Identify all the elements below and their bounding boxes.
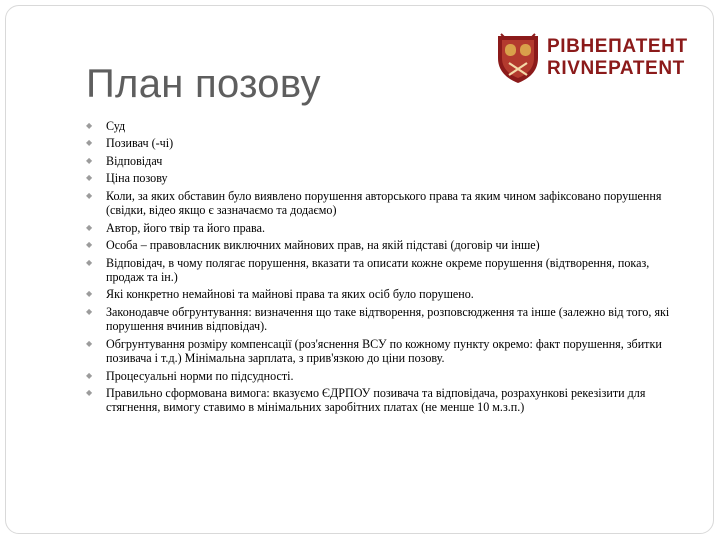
list-item	[86, 386, 686, 415]
diamond-bullet-icon: ◆	[86, 155, 93, 165]
diamond-bullet-icon: ◆	[86, 338, 93, 348]
diamond-bullet-icon: ◆	[86, 306, 93, 316]
list-item	[86, 171, 686, 185]
list-item	[86, 221, 686, 235]
list-item	[86, 189, 686, 218]
list-item-text: Особа – правовласник виключних майнових прав, на якій підставі (договір чи інше)	[106, 238, 540, 253]
diamond-bullet-icon: ◆	[86, 138, 93, 148]
diamond-bullet-icon: ◆	[86, 257, 93, 267]
list-item	[86, 287, 686, 301]
list-item-text: Відповідач, в чому полягає порушення, вказати та описати кожне окреме порушення (відтворення, показ, продаж та ін.)	[106, 255, 650, 284]
list-item	[86, 154, 686, 168]
diamond-bullet-icon: ◆	[86, 370, 93, 380]
list-item-text: Відповідач	[106, 153, 163, 168]
list-item-text: Коли, за яких обставин було виявлено порушення авторського права та яким чином зафіксовано порушення (свідки, відео якщо є зазначаємо та додаємо)	[106, 188, 662, 218]
list-item	[86, 369, 686, 383]
list-item-text: Позивач (-чі)	[106, 136, 174, 151]
diamond-bullet-icon: ◆	[86, 388, 93, 397]
slide	[5, 5, 714, 534]
list-item-text: Законодавче обгрунтування: визначення що таке відтворення, розповсюдження та інше (залежно від того, які порушення вчинив відповідач).	[106, 304, 670, 334]
list-item-text: Автор, його твір та його права.	[106, 220, 265, 235]
list-item-text: Ціна позову	[106, 171, 168, 186]
crest-icon	[495, 32, 541, 84]
diamond-bullet-icon: ◆	[86, 222, 93, 232]
list-item	[86, 256, 686, 285]
diamond-bullet-icon: ◆	[86, 289, 93, 299]
list-item-text: Суд	[106, 119, 126, 133]
bullet-list	[86, 119, 686, 418]
diamond-bullet-icon: ◆	[86, 240, 93, 250]
list-item-text: Які конкретно немайнові та майнові права та яких осіб було порушено.	[106, 287, 474, 302]
list-item	[86, 238, 686, 252]
list-item	[86, 337, 686, 366]
logo-text-ukrainian: РІВНЕПАТЕНТ	[547, 36, 688, 57]
list-item-text: Обгрунтування розміру компенсації (роз'яснення ВСУ по кожному пункту окремо: факт порушення, збитки позивача і т.д.) Мінімальна зарплата, з прив'язкою до ціни позову.	[106, 336, 662, 366]
diamond-bullet-icon: ◆	[86, 121, 93, 130]
list-item-text: Процесуальні норми по підсудності.	[106, 368, 294, 383]
list-item-text: Правильно сформована вимога: вказуємо ЄДРПОУ позивача та відповідача, розрахункові рекезізити для стягнення, вимогу ставимо в мінімальних заробітних платах (не менше 10 м.з.п.)	[106, 386, 646, 415]
logo-text-latin: RIVNEPATENT	[547, 58, 685, 79]
list-item	[86, 305, 686, 334]
list-item	[86, 119, 686, 133]
slide-title: План позову	[86, 62, 321, 106]
diamond-bullet-icon: ◆	[86, 173, 93, 183]
company-logo	[495, 32, 688, 86]
diamond-bullet-icon: ◆	[86, 190, 93, 200]
list-item	[86, 136, 686, 150]
